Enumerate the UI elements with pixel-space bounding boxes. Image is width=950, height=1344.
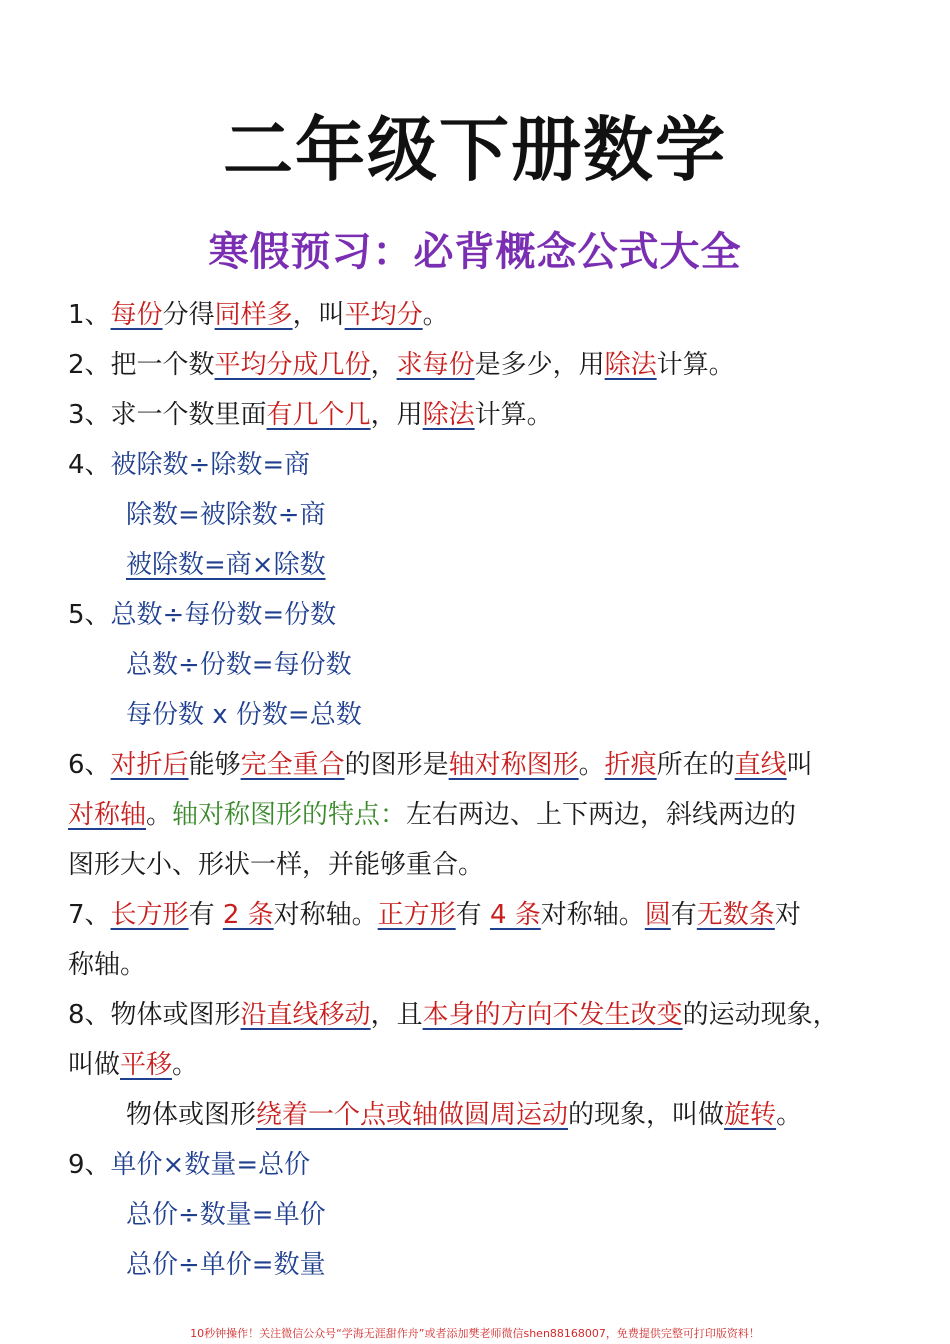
key-term: 平均分: [344, 300, 423, 330]
formula-text: 总价÷单价=数量: [126, 1250, 326, 1280]
formula-text: 总数÷份数=每份数: [126, 650, 352, 680]
key-term: 有几个几: [266, 400, 371, 430]
text-segment: 图形大小、形状一样，并能够重合。: [68, 850, 485, 880]
key-term: 平均分成几份: [214, 350, 371, 380]
key-term: 除法: [422, 400, 475, 430]
text-segment: 计算。: [474, 400, 553, 430]
text-line: [126, 698, 946, 732]
text-line: [126, 1098, 946, 1132]
text-segment: 7、: [68, 900, 111, 930]
text-segment: 3、求一个数里面: [68, 400, 267, 430]
formula-text: 被除数=商×除数: [126, 550, 326, 580]
formula-text: 总价÷数量=单价: [126, 1200, 326, 1230]
highlight-text: 轴对称图形的特点：: [172, 800, 407, 830]
text-line: [68, 598, 888, 632]
text-line: [68, 298, 888, 332]
text-line: [126, 498, 946, 532]
key-term: 旋转: [724, 1100, 777, 1130]
key-term: 无数条: [696, 900, 775, 930]
text-line: [126, 648, 946, 682]
text-segment: 9、: [68, 1150, 111, 1180]
key-term: 求每份: [396, 350, 475, 380]
text-line: [68, 398, 888, 432]
formula-text: 总数÷每份数=份数: [110, 600, 337, 630]
text-segment: 分得: [162, 300, 215, 330]
key-term: 正方形: [377, 900, 456, 930]
key-term: 2 条: [222, 900, 274, 930]
key-term: 本身的方向不发生改变: [422, 1000, 683, 1030]
footer-note: 10秒钟操作！关注微信公众号“学海无涯甜作舟”或者添加樊老师微信shen88168007，免费提供完整可打印版资料！: [190, 1327, 760, 1340]
key-term: 4 条: [489, 900, 541, 930]
text-segment: 所在的: [656, 750, 735, 780]
formula-text: 被除数÷除数=商: [110, 450, 311, 480]
text-segment: ，叫: [292, 300, 345, 330]
text-line: [68, 448, 888, 482]
formula-text: 每份数 x 份数=总数: [126, 700, 362, 730]
key-term: 对称轴: [68, 800, 147, 830]
page-title: 二年级下册数学: [223, 109, 727, 191]
key-term: 沿直线移动: [240, 1000, 371, 1030]
text-segment: 物体或图形: [126, 1100, 257, 1130]
text-segment: ，: [370, 350, 397, 380]
text-line: [68, 898, 888, 932]
text-segment: 有: [188, 900, 223, 930]
formula-text: 除数=被除数÷商: [126, 500, 326, 530]
key-term: 每份: [110, 300, 163, 330]
text-segment: 。: [422, 300, 449, 330]
text-segment: 2、把一个数: [68, 350, 215, 380]
key-term: 对折后: [110, 750, 189, 780]
page-subtitle: 寒假预习：必背概念公式大全: [208, 229, 742, 275]
text-segment: 1、: [68, 300, 111, 330]
text-segment: 4、: [68, 450, 111, 480]
key-term: 折痕: [604, 750, 657, 780]
text-line: [126, 1198, 946, 1232]
text-segment: 对称轴。: [540, 900, 645, 930]
text-segment: 能够: [188, 750, 241, 780]
text-segment: 叫: [786, 750, 813, 780]
text-segment: 对称轴。: [273, 900, 378, 930]
text-line: [68, 348, 888, 382]
key-term: 直线: [734, 750, 787, 780]
text-line: [68, 998, 888, 1032]
text-segment: 8、物体或图形: [68, 1000, 241, 1030]
key-term: 绕着一个点或轴做圆周运动: [256, 1100, 569, 1130]
text-segment: ，用: [370, 400, 423, 430]
text-segment: 6、: [68, 750, 111, 780]
text-segment: ，且: [370, 1000, 423, 1030]
text-segment: 5、: [68, 600, 111, 630]
text-line: [68, 798, 888, 832]
key-term: 同样多: [214, 300, 293, 330]
text-line: [68, 1148, 888, 1182]
text-line: [126, 548, 946, 582]
text-segment: 有: [670, 900, 697, 930]
key-term: 除法: [604, 350, 657, 380]
text-segment: 的图形是: [344, 750, 449, 780]
formula-text: 单价×数量=总价: [110, 1150, 311, 1180]
text-line: [68, 1048, 888, 1082]
text-line: [126, 1248, 946, 1282]
text-line: [68, 948, 888, 982]
text-segment: 计算。: [656, 350, 735, 380]
text-segment: 叫做: [68, 1050, 121, 1080]
text-segment: 的运动现象，: [682, 1000, 839, 1030]
key-term: 平移: [120, 1050, 173, 1080]
text-line: [68, 748, 888, 782]
text-segment: 称轴。: [68, 950, 147, 980]
key-term: 圆: [644, 900, 671, 930]
text-segment: 左右两边、上下两边，斜线两边的: [406, 800, 797, 830]
text-segment: 。: [578, 750, 605, 780]
text-segment: 的现象，叫做: [568, 1100, 725, 1130]
text-segment: 是多少，用: [474, 350, 605, 380]
key-term: 完全重合: [240, 750, 345, 780]
text-segment: 。: [776, 1100, 803, 1130]
key-term: 轴对称图形: [448, 750, 579, 780]
text-segment: 。: [172, 1050, 199, 1080]
key-term: 长方形: [110, 900, 189, 930]
text-segment: 。: [146, 800, 173, 830]
text-line: [68, 848, 888, 882]
text-segment: 有: [455, 900, 490, 930]
text-segment: 对: [774, 900, 801, 930]
